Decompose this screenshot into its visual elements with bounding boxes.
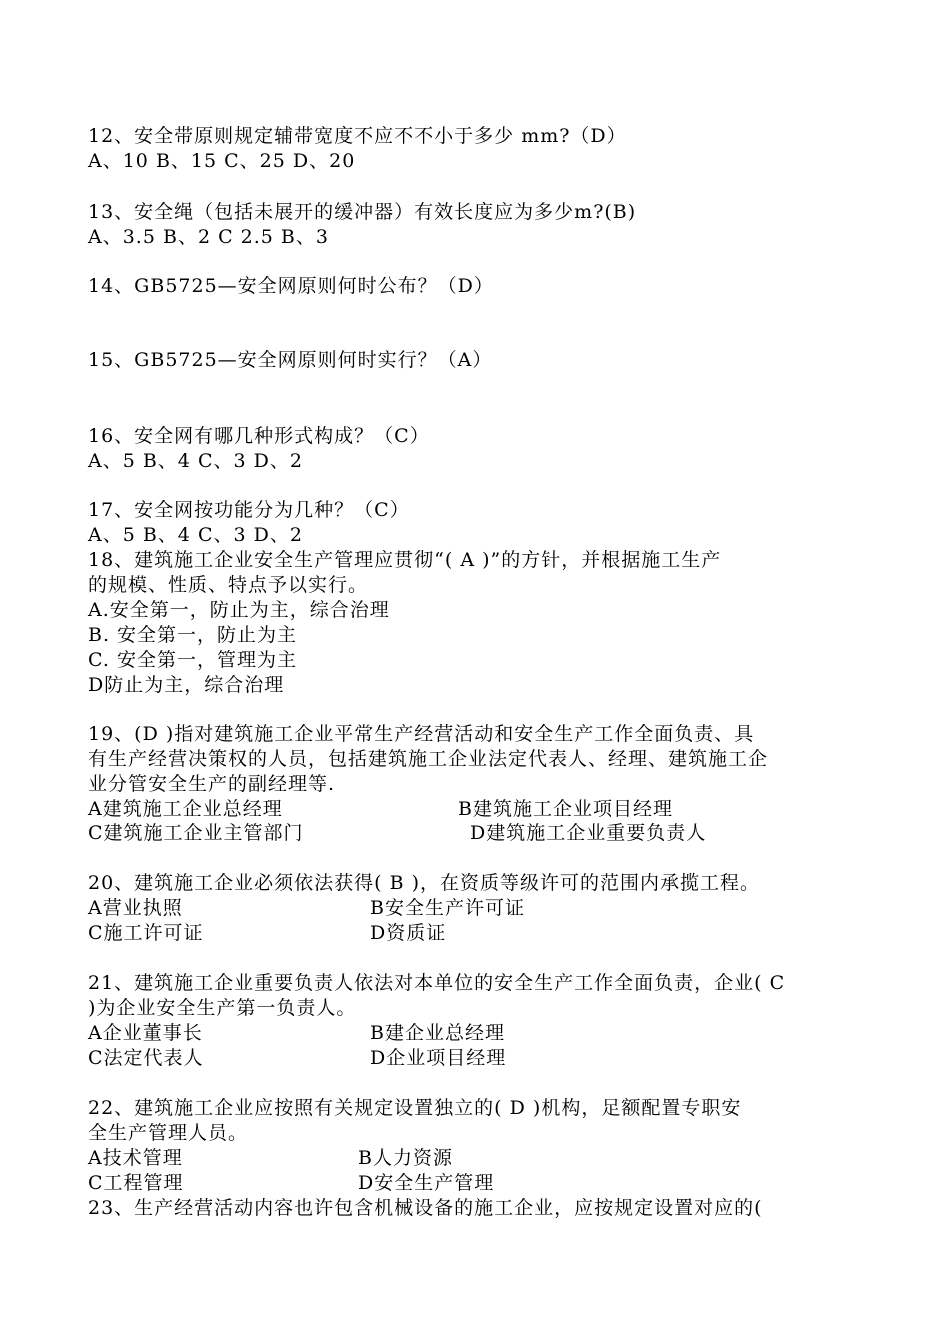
question-22-option-c: C工程管理 [88,1172,184,1194]
question-12: 12、安全带原则规定辅带宽度不应不不小于多少 mm?（D） [88,125,627,147]
question-18-option-a: A.安全第一，防止为主，综合治理 [88,599,390,621]
question-21-option-a: A企业董事长 [88,1022,203,1044]
question-20-option-b: B安全生产许可证 [370,897,525,919]
question-18-line1: 18、建筑施工企业安全生产管理应贯彻“( A )”的方针，并根据施工生产 [88,549,722,571]
question-20: 20、建筑施工企业必须依法获得( B )，在资质等级许可的范围内承揽工程。 [88,872,761,894]
question-16-options: A、5 B、4 C、3 D、2 [88,450,303,472]
question-19-line1: 19、(D )指对建筑施工企业平常生产经营活动和安全生产工作全面负责、具 [88,723,755,745]
question-22-option-b: B人力资源 [358,1147,453,1169]
question-18-line2: 的规模、性质、特点予以实行。 [88,574,369,596]
question-22-option-a: A技术管理 [88,1147,183,1169]
question-13-options: A、3.5 B、2 C 2.5 B、3 [88,226,329,248]
question-22-line1: 22、建筑施工企业应按照有关规定设置独立的( D )机构，足额配置专职安 [88,1097,742,1119]
question-12-options: A、10 B、15 C、25 D、20 [88,150,356,172]
question-17-options: A、5 B、4 C、3 D、2 [88,524,303,546]
question-22-option-d: D安全生产管理 [358,1172,495,1194]
question-18-option-d: D防止为主，综合治理 [88,674,285,696]
question-20-option-c: C施工许可证 [88,922,204,944]
question-21-option-c: C法定代表人 [88,1047,204,1069]
question-20-option-d: D资质证 [370,922,447,944]
question-16: 16、安全网有哪几种形式构成？（C） [88,425,430,447]
question-21-option-b: B建企业总经理 [370,1022,505,1044]
question-17: 17、安全网按功能分为几种？（C） [88,499,410,521]
question-22-line2: 全生产管理人员。 [88,1122,249,1144]
question-18-option-c: C. 安全第一，管理为主 [88,649,297,671]
question-21-option-d: D企业项目经理 [370,1047,507,1069]
question-19-option-d: D建筑施工企业重要负责人 [470,822,707,844]
question-13: 13、安全绳（包括未展开的缓冲器）有效长度应为多少m?(B) [88,201,637,223]
question-23-line1: 23、生产经营活动内容也许包含机械设备的施工企业，应按规定设置对应的( [88,1197,763,1219]
question-15: 15、GB5725—安全网原则何时实行？（A） [88,349,493,371]
question-19-option-a: A建筑施工企业总经理 [88,798,283,820]
question-19-line3: 业分管安全生产的副经理等. [88,773,336,795]
question-21-line1: 21、建筑施工企业重要负责人依法对本单位的安全生产工作全面负责，企业( C [88,972,786,994]
question-21-line2: )为企业安全生产第一负责人。 [88,997,357,1019]
question-14: 14、GB5725—安全网原则何时公布？（D） [88,275,494,297]
question-18-option-b: B. 安全第一，防止为主 [88,624,298,646]
question-19-option-b: B建筑施工企业项目经理 [458,798,673,820]
question-19-option-c: C建筑施工企业主管部门 [88,822,304,844]
question-20-option-a: A营业执照 [88,897,183,919]
question-19-line2: 有生产经营决策权的人员，包括建筑施工企业法定代表人、经理、建筑施工企 [88,748,769,770]
